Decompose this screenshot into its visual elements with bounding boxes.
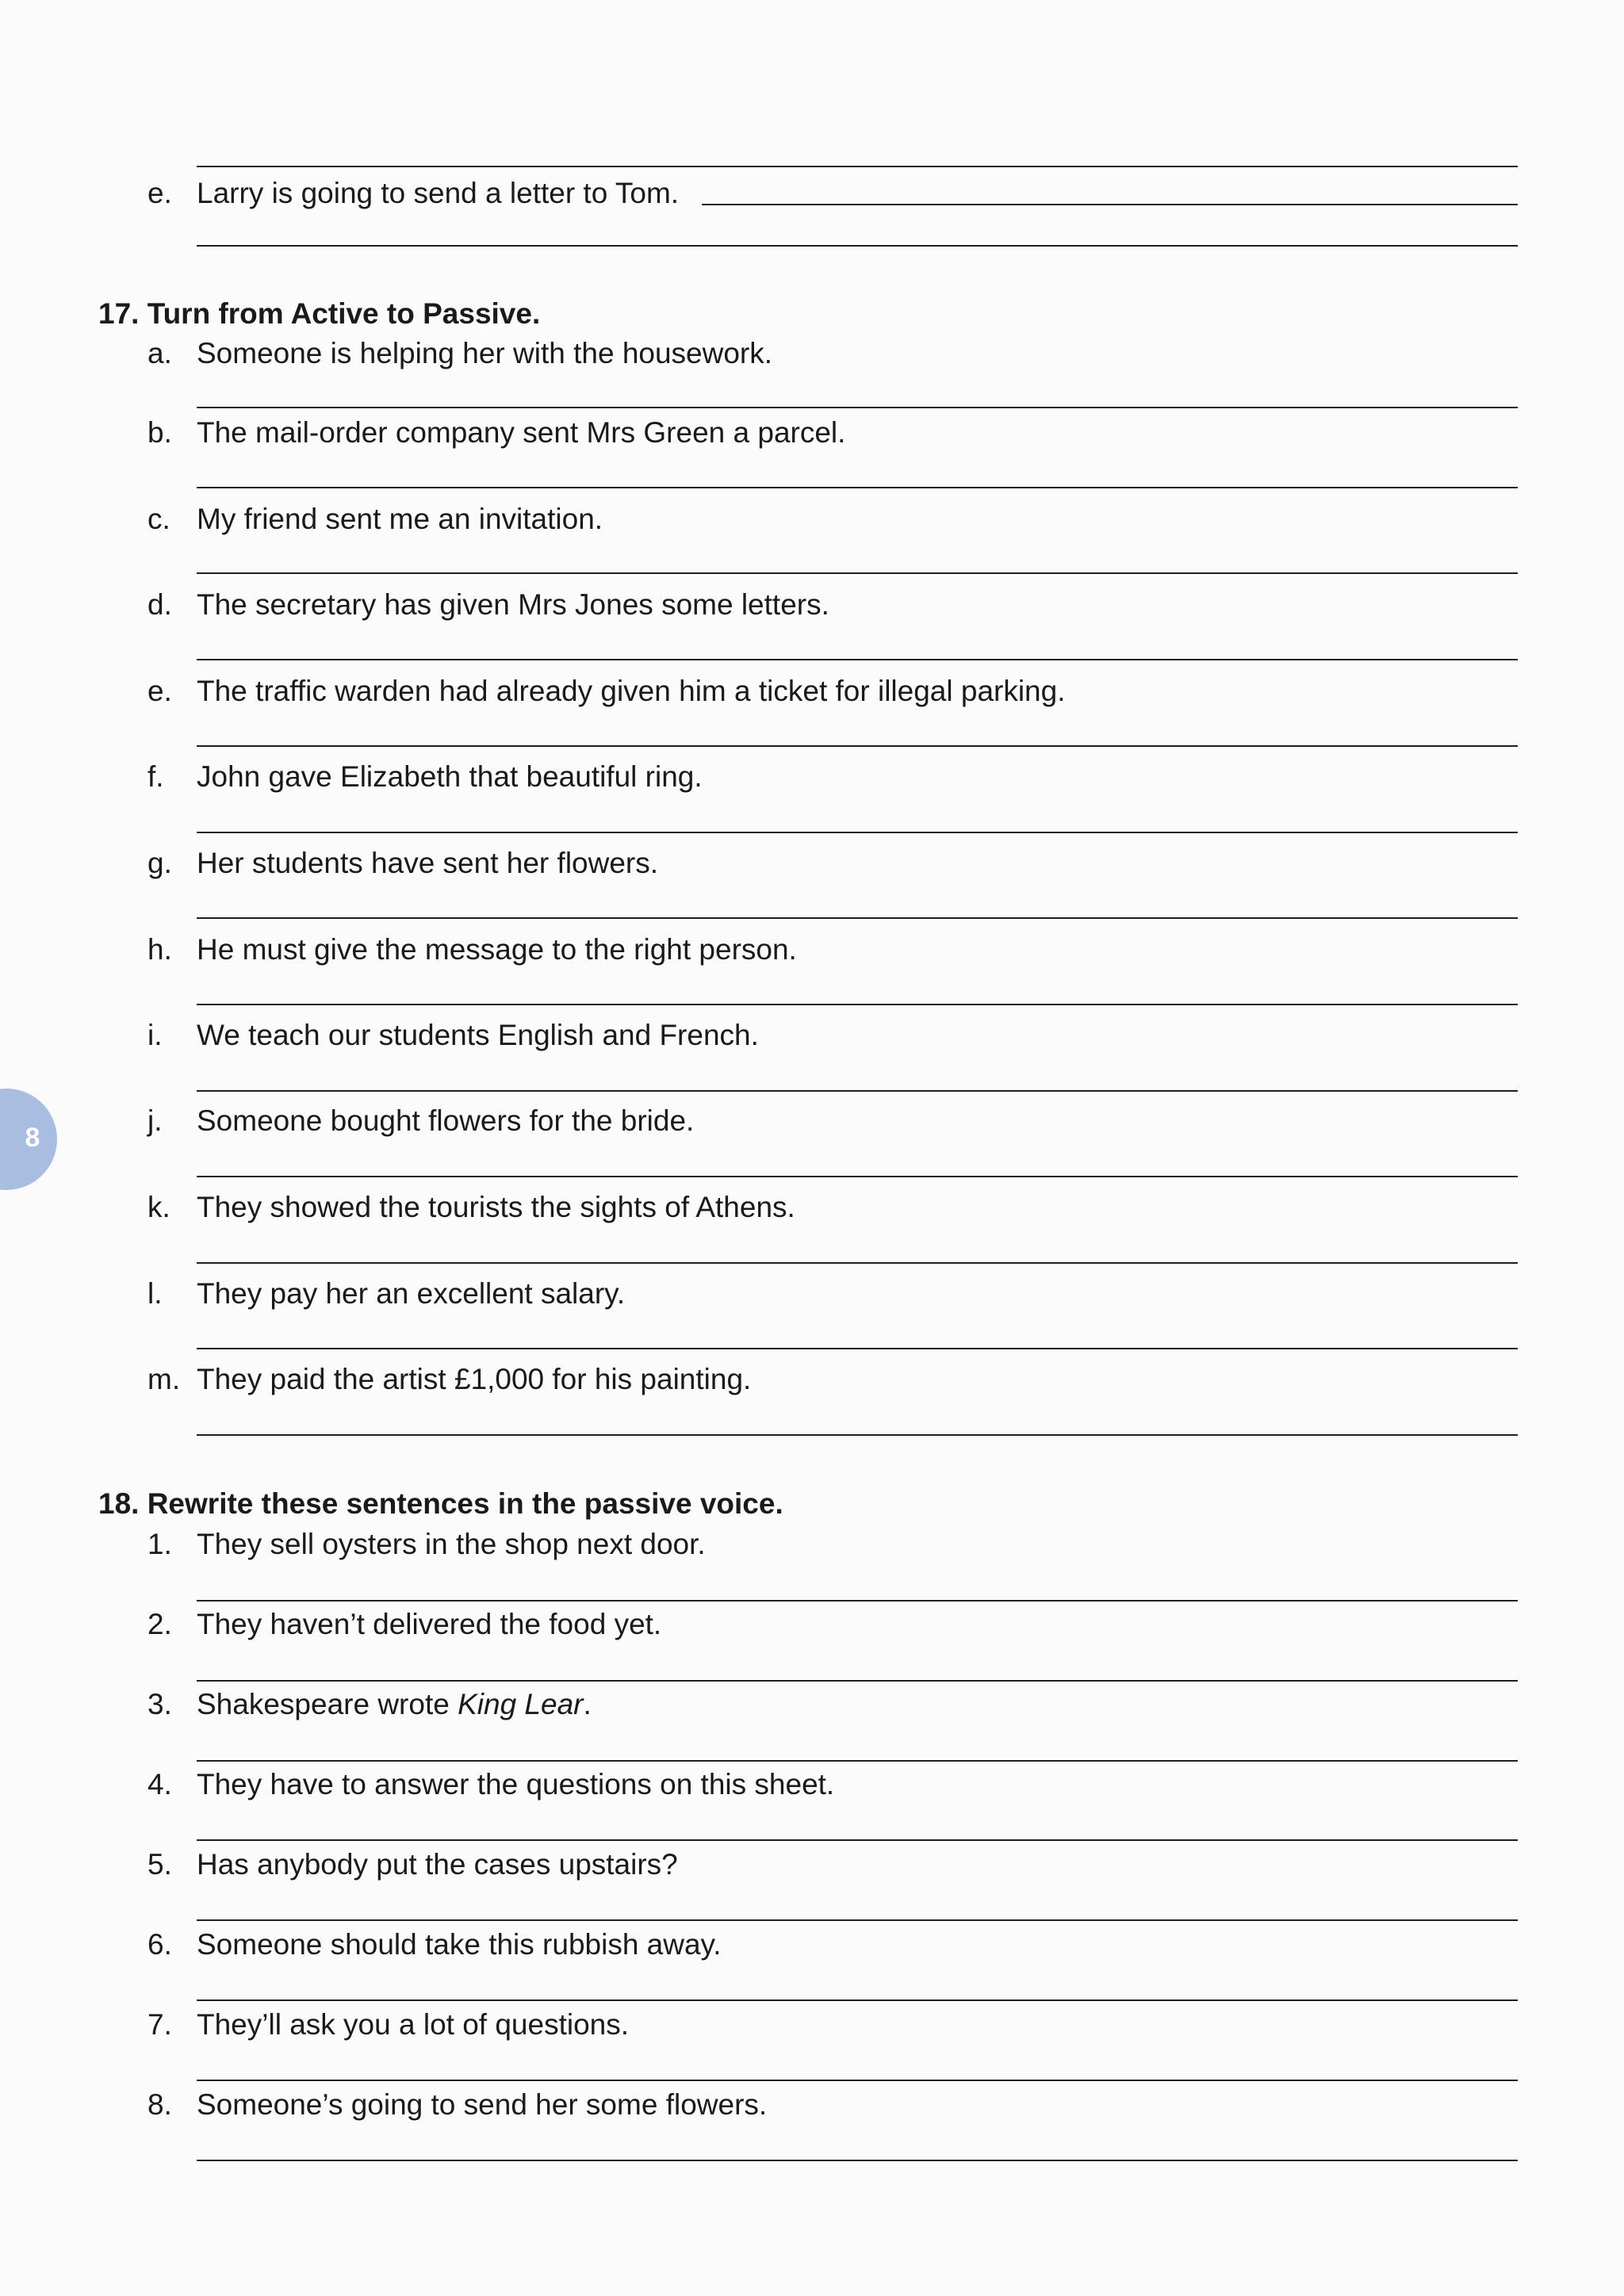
item-text: We teach our students English and French. bbox=[197, 1019, 759, 1051]
item-text: Someone should take this rubbish away. bbox=[197, 1928, 722, 1961]
item-marker: b. bbox=[147, 416, 172, 449]
item-text: My friend sent me an invitation. bbox=[197, 503, 603, 535]
item-text: They sell oysters in the shop next door. bbox=[197, 1528, 706, 1560]
answer-line[interactable] bbox=[197, 1839, 1518, 1841]
answer-line[interactable] bbox=[197, 917, 1518, 919]
item-marker: d. bbox=[147, 588, 172, 621]
page-number: 8 bbox=[25, 1123, 40, 1153]
answer-line[interactable] bbox=[197, 1434, 1518, 1436]
section-heading: 18. Rewrite these sentences in the passive voice. bbox=[98, 1487, 783, 1520]
item-text: The traffic warden had already given him a ticket for illegal parking. bbox=[197, 675, 1066, 707]
answer-line[interactable] bbox=[197, 832, 1518, 833]
item-marker: g. bbox=[147, 847, 172, 879]
list-item bbox=[0, 174, 1624, 213]
answer-line[interactable] bbox=[197, 745, 1518, 747]
answer-line[interactable] bbox=[197, 1999, 1518, 2001]
item-marker: l. bbox=[147, 1277, 163, 1310]
item-text: He must give the message to the right person. bbox=[197, 933, 797, 966]
item-text: Larry is going to send a letter to Tom. bbox=[197, 177, 680, 209]
item-text: Has anybody put the cases upstairs? bbox=[197, 1848, 678, 1881]
item-text: The mail-order company sent Mrs Green a parcel. bbox=[197, 416, 846, 449]
answer-line[interactable] bbox=[197, 245, 1518, 247]
answer-line[interactable] bbox=[702, 204, 1518, 205]
answer-line[interactable] bbox=[197, 2080, 1518, 2081]
item-marker: h. bbox=[147, 933, 172, 966]
item-marker: 5. bbox=[147, 1848, 172, 1881]
item-text: They pay her an excellent salary. bbox=[197, 1277, 626, 1310]
item-text: They’ll ask you a lot of questions. bbox=[197, 2008, 630, 2041]
item-marker: a. bbox=[147, 337, 172, 369]
item-marker: 6. bbox=[147, 1928, 172, 1961]
answer-line[interactable] bbox=[197, 1680, 1518, 1682]
answer-line[interactable] bbox=[197, 407, 1518, 408]
item-marker: k. bbox=[147, 1191, 170, 1223]
answer-line[interactable] bbox=[197, 2160, 1518, 2161]
item-text: Someone’s going to send her some flowers. bbox=[197, 2088, 768, 2121]
item-text-plain: . bbox=[583, 1688, 592, 1720]
item-text: The secretary has given Mrs Jones some letters. bbox=[197, 588, 829, 621]
item-text bbox=[197, 1685, 592, 1724]
answer-line[interactable] bbox=[197, 1090, 1518, 1092]
item-marker: 8. bbox=[147, 2088, 172, 2121]
item-marker: j. bbox=[147, 1104, 163, 1137]
answer-line[interactable] bbox=[197, 659, 1518, 660]
item-marker: 7. bbox=[147, 2008, 172, 2041]
item-marker: 3. bbox=[147, 1688, 172, 1720]
answer-line[interactable] bbox=[197, 1176, 1518, 1177]
answer-line[interactable] bbox=[197, 1348, 1518, 1349]
answer-line[interactable] bbox=[197, 487, 1518, 488]
answer-line[interactable] bbox=[197, 1262, 1518, 1264]
item-text: They haven’t delivered the food yet. bbox=[197, 1608, 662, 1640]
item-marker: i. bbox=[147, 1019, 163, 1051]
item-text: Someone bought flowers for the bride. bbox=[197, 1104, 695, 1137]
answer-line[interactable] bbox=[197, 1004, 1518, 1005]
item-marker: 2. bbox=[147, 1608, 172, 1640]
item-text-plain: Shakespeare wrote bbox=[197, 1688, 458, 1720]
answer-line[interactable] bbox=[197, 1760, 1518, 1762]
item-marker: e. bbox=[147, 177, 172, 209]
item-text: Someone is helping her with the housework. bbox=[197, 337, 773, 369]
item-marker: m. bbox=[147, 1363, 181, 1395]
answer-line[interactable] bbox=[197, 166, 1518, 167]
answer-line[interactable] bbox=[197, 1600, 1518, 1601]
answer-line[interactable] bbox=[197, 1919, 1518, 1921]
item-text: They have to answer the questions on this sheet. bbox=[197, 1768, 835, 1800]
item-text: Her students have sent her flowers. bbox=[197, 847, 659, 879]
item-marker: f. bbox=[147, 760, 164, 793]
section-heading: 17. Turn from Active to Passive. bbox=[98, 297, 541, 330]
item-text: John gave Elizabeth that beautiful ring. bbox=[197, 760, 703, 793]
item-marker: 1. bbox=[147, 1528, 172, 1560]
item-marker: e. bbox=[147, 675, 172, 707]
answer-line[interactable] bbox=[197, 572, 1518, 574]
item-text: They showed the tourists the sights of Athens. bbox=[197, 1191, 795, 1223]
item-marker: 4. bbox=[147, 1768, 172, 1800]
item-marker: c. bbox=[147, 503, 170, 535]
book-title: King Lear bbox=[458, 1688, 584, 1720]
item-text: They paid the artist £1,000 for his painting. bbox=[197, 1363, 752, 1395]
